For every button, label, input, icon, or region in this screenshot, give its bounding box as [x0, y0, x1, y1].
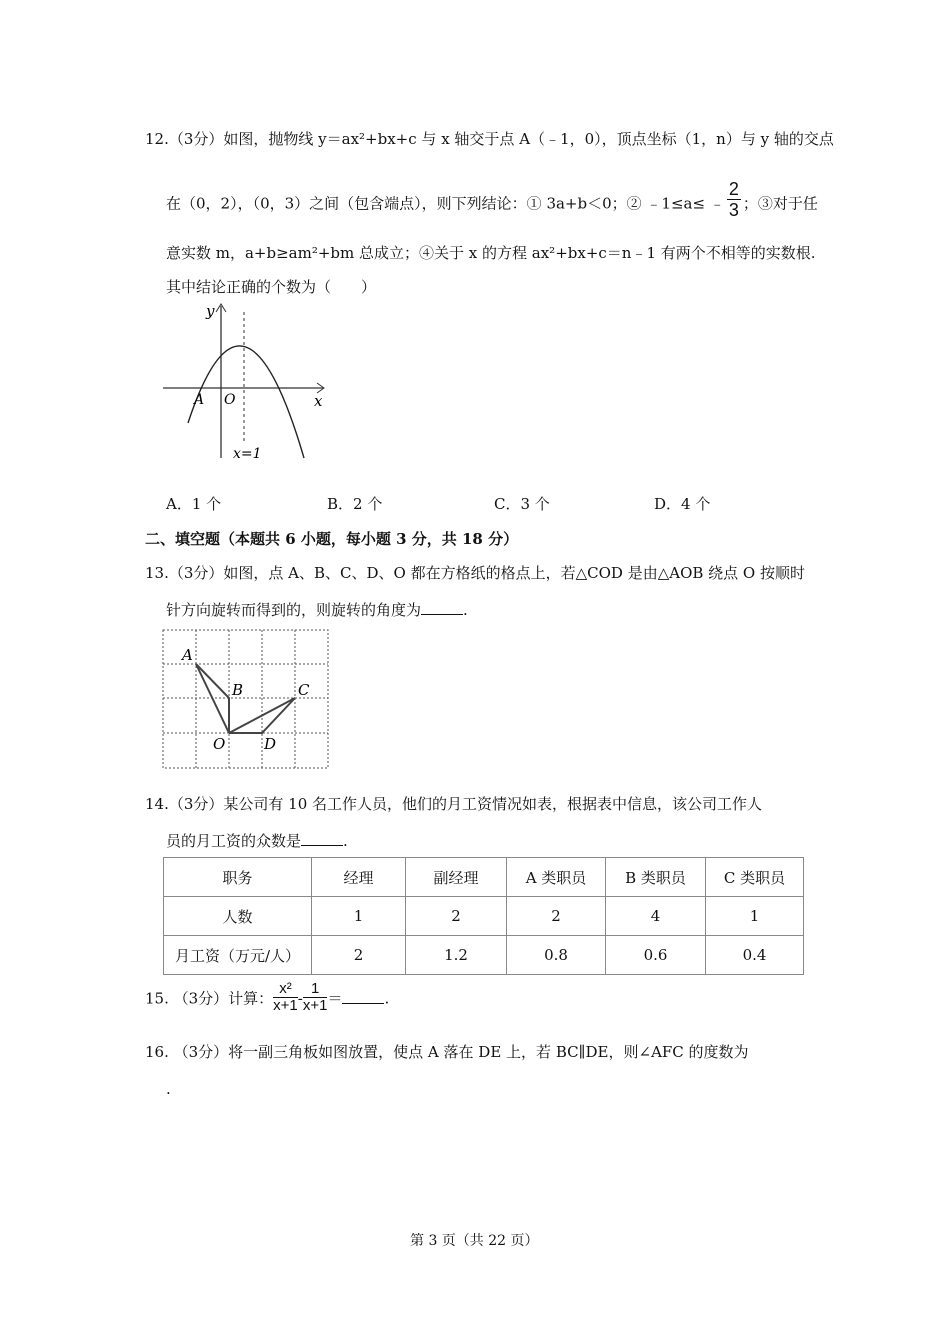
table-cell: A 类职员 [507, 858, 606, 897]
q15-text: 15. （3分）计算： [145, 989, 274, 1008]
section-heading: 二、填空题（本题共 6 小题，每小题 3 分，共 18 分） [145, 530, 519, 548]
salary-table [163, 857, 804, 975]
table-cell: 人数 [164, 897, 312, 936]
table-cell: 0.8 [507, 936, 606, 975]
q15-line [145, 980, 390, 1014]
table-cell: 1 [312, 897, 406, 936]
q16-line2: . [166, 1080, 171, 1098]
point-c-label: C [298, 681, 310, 699]
q12-line1: 12.（3分）如图，抛物线 y＝ax²+bx+c 与 x 轴交于点 A（﹣1，0），顶点坐标（1，n）与 y 轴的交点 [145, 130, 834, 148]
option-a: A．1 个 [166, 495, 222, 513]
frac-num: 1 [303, 981, 328, 998]
table-cell: 2 [507, 897, 606, 936]
q12-line4: 其中结论正确的个数为（ ） [166, 278, 377, 296]
q13-text: 针方向旋转而得到的，则旋转的角度为 [166, 601, 422, 619]
table-cell: 1 [706, 897, 804, 936]
answer-blank [301, 831, 343, 846]
frac-num: x² [273, 981, 298, 998]
table-cell: C 类职员 [706, 858, 804, 897]
point-a-label: A [182, 646, 193, 664]
period: . [384, 989, 390, 1008]
period: . [343, 832, 348, 850]
fraction-1 [273, 981, 298, 1014]
period: . [463, 601, 468, 619]
point-o-label: O [213, 735, 226, 753]
parabola-curve [188, 346, 304, 458]
axis-label: x=1 [233, 446, 262, 462]
y-label: y [206, 302, 215, 320]
table-cell: 月工资（万元/人） [164, 936, 312, 975]
table-cell: 0.6 [606, 936, 706, 975]
q12-line2 [166, 179, 818, 220]
table-cell: 1.2 [406, 936, 507, 975]
table-cell: 职务 [164, 858, 312, 897]
q12-line2-end: ；③对于任 [742, 194, 818, 213]
table-cell: 0.4 [706, 936, 804, 975]
point-a-label: A [194, 392, 205, 408]
q12-line2-text: 在（0，2），（0，3）之间（包含端点），则下列结论：① 3a+b＜0；② ﹣1≤a≤ ﹣ [166, 194, 725, 213]
q14-line2 [166, 830, 348, 851]
table-cell: 经理 [312, 858, 406, 897]
q13-line2 [166, 599, 468, 620]
q14-line1: 14.（3分）某公司有 10 名工作人员，他们的月工资情况如表，根据表中信息，该公司工作人 [145, 795, 763, 813]
table-cell: 2 [406, 897, 507, 936]
minus-sign: - [297, 989, 303, 1008]
answer-blank [342, 989, 384, 1004]
frac-den: 3 [728, 200, 739, 220]
table-row [164, 936, 804, 975]
grid-figure [160, 627, 335, 773]
table-cell: 2 [312, 936, 406, 975]
x-label: x [314, 392, 323, 410]
point-b-label: B [232, 681, 244, 699]
frac-num: 2 [728, 179, 739, 199]
point-d-label: D [264, 735, 277, 753]
equals-sign: ＝ [327, 989, 343, 1008]
fraction-2 [303, 981, 328, 1014]
table-row [164, 897, 804, 936]
fraction-two-thirds [727, 179, 741, 220]
origin-label: O [224, 392, 236, 408]
q13-line1: 13.（3分）如图，点 A、B、C、D、O 都在方格纸的格点上，若△COD 是由△AOB 绕点 O 按顺时 [145, 564, 805, 582]
q14-text: 员的月工资的众数是 [166, 832, 302, 850]
table-cell: B 类职员 [606, 858, 706, 897]
option-c: C．3 个 [494, 495, 550, 513]
option-b: B．2 个 [327, 495, 383, 513]
parabola-figure [158, 298, 338, 468]
frac-den: x+1 [273, 997, 298, 1014]
answer-blank [421, 600, 463, 615]
frac-den: x+1 [302, 997, 328, 1014]
table-cell: 4 [606, 897, 706, 936]
table-row [164, 858, 804, 897]
page-footer: 第 3 页（共 22 页） [410, 1233, 539, 1249]
q16-line1: 16. （3分）将一副三角板如图放置，使点 A 落在 DE 上，若 BC∥DE，则∠AFC 的度数为 [145, 1043, 749, 1061]
table-cell: 副经理 [406, 858, 507, 897]
q12-line3: 意实数 m，a+b≥am²+bm 总成立；④关于 x 的方程 ax²+bx+c＝n﹣1 有两个不相等的实数根. [166, 244, 816, 262]
option-d: D．4 个 [654, 495, 711, 513]
